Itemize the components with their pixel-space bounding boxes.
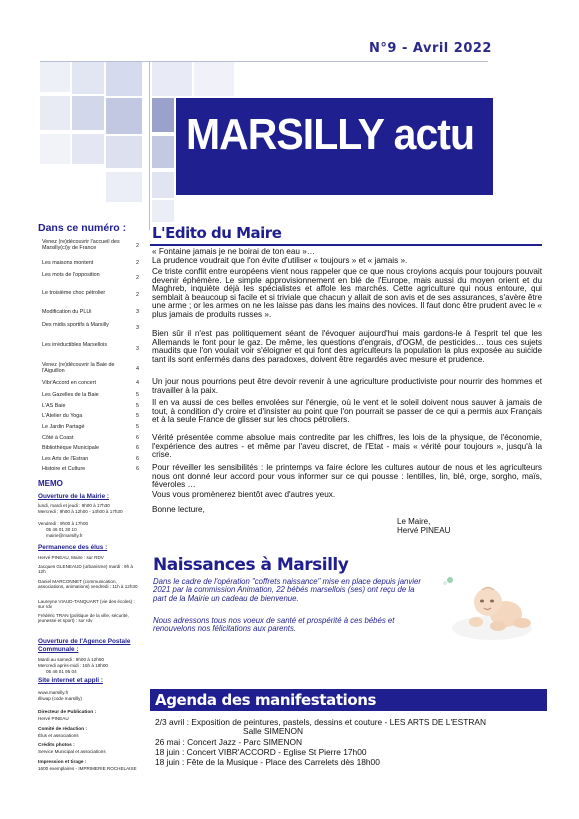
newsletter-title: MARSILLY actu bbox=[186, 110, 475, 159]
toc-page: 3 bbox=[136, 325, 139, 331]
toc-page: 5 bbox=[136, 392, 139, 398]
toc-page: 6 bbox=[136, 435, 139, 441]
toc-page: 6 bbox=[136, 466, 139, 472]
toc-page: 5 bbox=[136, 424, 139, 430]
toc-item[interactable]: L'Atelier du Yoga bbox=[42, 413, 83, 419]
signature-title: Le Maire, bbox=[397, 517, 431, 526]
memo-text: Vendredi : 9h00 à 17h00 bbox=[38, 521, 89, 526]
memo-text: Élus et associations bbox=[38, 733, 79, 738]
toc-item[interactable]: Vibr'Accord en concert bbox=[42, 380, 96, 386]
memo-text: Hervé PINEAU, Maire : sur RDV bbox=[38, 555, 104, 560]
toc-item[interactable]: Des midis sportifs à Marsilly bbox=[42, 322, 109, 328]
memo-agence-heading: Ouverture de l'Agence Postale Communale : bbox=[38, 638, 131, 653]
toc-item[interactable]: Venez (re)découvrir l'accueil des Marsilly(ci)y de France bbox=[42, 239, 120, 251]
edito-closing: Bonne lecture, bbox=[152, 505, 205, 514]
naissances-paragraph: Nous adressons tous nos voeux de santé et prospérité à ces bébés et renouvelons nos félicitations aux parents. bbox=[153, 616, 395, 634]
memo-text: Mardi au samedi : 9h00 à 12h00 bbox=[38, 657, 104, 662]
toc-item[interactable]: Les mots de l'opposition bbox=[42, 272, 100, 278]
toc-item[interactable]: Histoire et Culture bbox=[42, 466, 86, 472]
agenda-item: 2/3 avril : Exposition de peintures, pastels, dessins et couture - LES ARTS DE L'ESTRAN bbox=[155, 717, 487, 727]
memo-title: MEMO bbox=[38, 479, 63, 488]
edito-paragraph: Ce triste conflit entre européens vient nous rappeler que ce que nous croyions acquis pour toujours pouvait devenir éphémère. Le simple approvisionnement en blé de l'Europe, mais aussi du moyen orient et du Maghreb, inquiète déjà les spécialistes et affole les marchés. Cette agriculture qui nous entoure, qui semblait à beaucoup si facile et si triviale que chacun y allait de son avis et de ses assurances, s'avère être une arme ; or les armes on ne les laisse pas dans les mains des novices. Il faut donc être prudent avec le « plus jamais de produits russes ». bbox=[152, 267, 542, 319]
toc-page: 5 bbox=[136, 403, 139, 409]
toc-title: Dans ce numéro : bbox=[38, 222, 127, 234]
memo-permanence-heading: Permanence des élus : bbox=[38, 544, 108, 551]
memo-website[interactable]: www.marsilly.fr bbox=[38, 690, 69, 695]
toc-page: 3 bbox=[136, 346, 139, 352]
agenda-item: 18 juin : Concert VIBR'ACCORD - Eglise St Pierre 17h00 bbox=[155, 747, 367, 757]
naissances-paragraph: Dans le cadre de l'opération "coffrets naissance" mise en place depuis janvier 2021 par la commission Animation, 22 bébés marsellois (ses) ont reçu de la part de la Mairie un cadeau de bienvenue. bbox=[153, 577, 421, 603]
memo-text: Mercredi : 9h00 à 12h00 - 14h00 à 17h30 bbox=[38, 509, 123, 514]
toc-page: 4 bbox=[136, 366, 139, 372]
edito-paragraph: Un jour nous pourrions peut être devoir revenir à une agriculture productiviste pour nourrir des hommes et travailler à la paix. bbox=[152, 377, 542, 395]
memo-label: Directeur de Publication : bbox=[38, 710, 97, 715]
memo-label: Impression et tirage : bbox=[38, 760, 87, 765]
agenda-heading: Agenda des manifestations bbox=[155, 691, 377, 709]
toc-item[interactable]: Les Gazelles de la Baie bbox=[42, 392, 99, 398]
memo-text: Frédéric TRAN (politique de la ville, sécurité, jeunesse et sport) : sur rdv bbox=[38, 613, 129, 624]
toc-item[interactable]: L'AS Baie bbox=[42, 403, 66, 409]
toc-item[interactable]: Modification du PLUi bbox=[42, 309, 92, 315]
edito-paragraph: Vérité présentée comme absolue mais contredite par les chiffres, les lois de la physique, de l'économie, l'expérience des autres - et même par l'aveu discret, de l'Etat - mais « vérité pour toujours », jusqu'à la crise. bbox=[152, 433, 542, 460]
toc-page: 2 bbox=[136, 275, 139, 281]
memo-text: Jacques GLENEAUD (urbanisme) mardi : 9h à 12h bbox=[38, 564, 133, 575]
toc-item[interactable]: Les Arts de l'Estran bbox=[42, 456, 89, 462]
toc-page: 2 bbox=[136, 243, 139, 249]
memo-phone: 05 46 01 30 10 bbox=[46, 527, 77, 532]
toc-page: 2 bbox=[136, 292, 139, 298]
header-vertical-rule bbox=[149, 62, 150, 230]
edito-quote: « Fontaine jamais je ne boirai de ton eau »… bbox=[152, 247, 315, 256]
toc-page: 6 bbox=[136, 456, 139, 462]
memo-label: Comité de rédaction : bbox=[38, 727, 88, 732]
toc-item[interactable]: Les irréductibles Marsellois bbox=[42, 342, 108, 348]
toc-item[interactable]: Bibliothèque Municipale bbox=[42, 445, 99, 451]
edito-paragraph: Vous vous promènerez bientôt avec d'autres yeux. bbox=[152, 490, 336, 499]
edito-paragraph: Il en va aussi de ces belles envolées sur l'énergie, où le vent et le soleil doivent nous sauver à jamais de tout, à condition d'y croire et d'insister au point que l'on pourrait se passer de ce qui a permis aux Français et à la seule France de glisser sur les chocs pétroliers. bbox=[152, 398, 542, 425]
toc-page: 2 bbox=[136, 260, 139, 266]
issue-number: N°9 - Avril 2022 bbox=[369, 41, 492, 56]
agenda-item: 26 mai : Concert Jazz - Parc SIMENON bbox=[155, 737, 303, 747]
agenda-item: 18 juin : Fête de la Musique - Place des Carrelets dès 18h00 bbox=[155, 757, 380, 767]
edito-paragraph: Bien sûr il n'est pas politiquement séant de l'évoquer aujourd'hui mais gardons-le à l'esprit tel que les Allemands le font pour le gaz. De même, les questions d'engrais, d'OGM, de pesticides… tous ces sujets maudits que l'on voulait voir s'éloigner et qui font des agriculteurs la population la plus exposée au suicide tant ils sont enfermés dans des paradoxes, doivent être regardés avec mesure et prudence. bbox=[152, 329, 542, 364]
header-rule bbox=[40, 61, 488, 62]
toc-page: 4 bbox=[136, 380, 139, 386]
memo-app: Illiwap (code marsilly) bbox=[38, 696, 82, 701]
toc-item[interactable]: Côté à Coast bbox=[42, 435, 74, 441]
agenda-item-venue: Salle SIMENON bbox=[243, 726, 304, 736]
toc-item[interactable]: Le troisième choc pétrolier bbox=[42, 290, 106, 296]
toc-page: 6 bbox=[136, 445, 139, 451]
edito-paragraph: Pour réveiller les sensibilités : le printemps va faire éclore les cultures autour de nous et les agriculteurs nous ont donné leur accord pour vous informer sur ce qui pousse : lentilles, lin, blé, orge, sorgho, maïs, féveroles … bbox=[152, 463, 542, 490]
memo-text: Daniel MARCONNET (communication, associations, animations) vendredi : 11h à 12h30 bbox=[38, 579, 138, 590]
memo-text: 1600 exemplaires - IMPRIMERIE ROCHELAISE bbox=[38, 766, 137, 771]
toc-item[interactable]: Les maisons montent bbox=[42, 260, 94, 266]
toc-item[interactable]: Le Jardin Partagé bbox=[42, 424, 85, 430]
memo-mairie-heading: Ouverture de la Mairie : bbox=[38, 493, 110, 500]
toc-page: 3 bbox=[136, 309, 139, 315]
toc-page: 5 bbox=[136, 413, 139, 419]
edito-heading: L'Edito du Maire bbox=[152, 224, 282, 242]
naissances-heading: Naissances à Marsilly bbox=[153, 555, 349, 575]
memo-email[interactable]: mairie@marsilly.fr bbox=[46, 533, 83, 538]
memo-text: Hervé PINEAU bbox=[38, 716, 69, 721]
memo-text: Service Municipal et associations bbox=[38, 749, 106, 754]
edito-rule bbox=[150, 244, 542, 246]
toc-item[interactable]: Venez (re)découvrir la Baie de l'Aiguillon bbox=[42, 362, 115, 374]
memo-phone: 05 46 01 95 04 bbox=[46, 669, 77, 674]
memo-text: lundi, mardi et jeudi : 9h00 à 17h30 bbox=[38, 503, 110, 508]
signature-name: Hervé PINEAU bbox=[397, 526, 451, 535]
edito-paragraph: La prudence voudrait que l'on évite d'utiliser « toujours » et « jamais ». bbox=[152, 256, 408, 265]
memo-site-heading: Site internet et appli : bbox=[38, 677, 103, 684]
baby-illustration bbox=[436, 568, 548, 648]
memo-label: Crédits photos : bbox=[38, 743, 75, 748]
memo-text: Mercredi après-midi : 15h à 18h00 bbox=[38, 663, 108, 668]
memo-text: Laureyne VIAUD-TANQUART (vie des écoles) : sur rdv bbox=[38, 599, 135, 610]
